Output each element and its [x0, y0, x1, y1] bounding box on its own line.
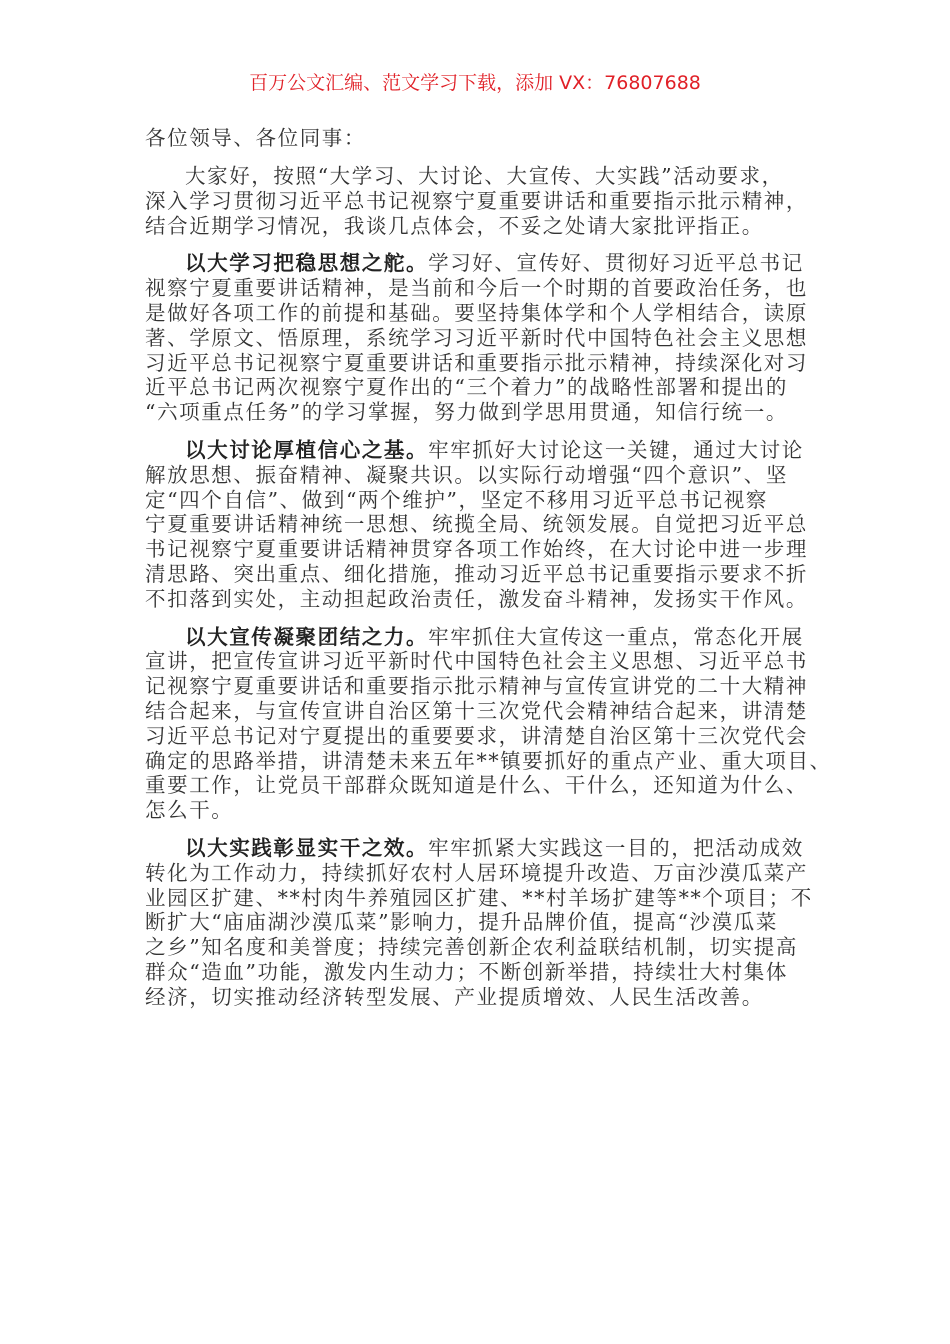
text-line	[145, 438, 815, 463]
line-text: 群众“造血”功能，激发内生动力；不断创新举措，持续壮大村集体	[145, 959, 788, 984]
text-line	[145, 798, 815, 823]
line-text: 习近平总书记对宁夏提出的重要要求，讲清楚自治区第十三次党代会	[145, 723, 808, 748]
line-text: 近平总书记两次视察宁夏作出的“三个着力”的战略性部署和提出的	[145, 375, 788, 400]
line-text: 记视察宁夏重要讲话和重要指示批示精神与宣传宣讲党的二十大精神	[145, 674, 808, 699]
paragraph	[145, 438, 815, 612]
line-text: 结合起来，与宣传宣讲自治区第十三次党代会精神结合起来，讲清楚	[145, 698, 808, 723]
text-line	[145, 724, 815, 749]
text-line	[145, 836, 815, 861]
line-text: 不扣落到实处，主动担起政治责任，激发奋斗精神，发扬实干作风。	[145, 586, 808, 611]
text-line	[145, 375, 815, 400]
text-line	[145, 773, 815, 798]
text-line	[145, 699, 815, 724]
text-line	[145, 351, 815, 376]
text-line	[145, 326, 815, 351]
line-text: “六项重点任务”的学习掌握，努力做到学思用贯通，知信行统一。	[145, 400, 788, 425]
text-line	[145, 400, 815, 425]
line-text: 书记视察宁夏重要讲话精神贯穿各项工作始终，在大讨论中进一步理	[145, 537, 808, 562]
text-line	[145, 960, 815, 985]
watermark-header: 百万公文汇编、范文学习下载，添加 VX：76807688	[249, 72, 701, 94]
paragraph-heading: 以大学习把稳思想之舵。	[185, 251, 429, 276]
line-text: 宣讲，把宣传宣讲习近平新时代中国特色社会主义思想、习近平总书	[145, 649, 808, 674]
paragraph-heading: 以大宣传凝聚团结之力。	[185, 624, 429, 649]
line-text: 学习好、宣传好、贯彻好习近平总书记	[428, 251, 804, 276]
line-text: 清思路、突出重点、细化措施，推动习近平总书记重要指示要求不折	[145, 561, 808, 586]
text-line	[145, 301, 815, 326]
text-line	[145, 512, 815, 537]
line-text: 之乡”知名度和美誉度；持续完善创新企农利益联结机制，切实提高	[145, 935, 798, 960]
text-line	[145, 251, 815, 276]
paragraph-heading: 以大实践彰显实干之效。	[185, 835, 429, 860]
line-text: 重要工作，让党员干部群众既知道是什么、干什么，还知道为什么、	[145, 773, 808, 798]
text-line	[145, 625, 815, 650]
line-text: 怎么干。	[145, 798, 234, 823]
paragraph-heading: 以大讨论厚植信心之基。	[185, 437, 429, 462]
line-text: 是做好各项工作的前提和基础。要坚持集体学和个人学相结合，读原	[145, 300, 808, 325]
line-text: 大家好，按照“大学习、大讨论、大宣传、大实践”活动要求，	[185, 164, 784, 188]
text-line	[145, 649, 815, 674]
line-text: 牢牢抓紧大实践这一目的，把活动成效	[428, 835, 804, 860]
line-text: 确定的思路举措，讲清楚未来五年**镇要抓好的重点产业、重大项目、	[145, 748, 832, 773]
text-line	[145, 562, 815, 587]
text-line	[145, 985, 815, 1010]
line-text: 定“四个自信”、做到“两个维护”，坚定不移用习近平总书记视察	[145, 487, 768, 512]
text-line	[145, 214, 815, 239]
text-line	[145, 910, 815, 935]
text-line	[145, 748, 832, 774]
document-body	[145, 126, 832, 1010]
line-text: 业园区扩建、**村肉牛养殖园区扩建、**村羊场扩建等**个项目；不	[145, 885, 813, 910]
text-line	[145, 276, 815, 301]
text-line	[145, 935, 815, 960]
line-text: 转化为工作动力，持续抓好农村人居环境提升改造、万亩沙漠瓜菜产	[145, 860, 808, 885]
text-line	[145, 861, 815, 886]
line-text: 结合近期学习情况，我谈几点体会，不妥之处请大家批评指正。	[145, 213, 764, 238]
line-text: 深入学习贯彻习近平总书记视察宁夏重要讲话和重要指示批示精神，	[145, 188, 808, 213]
text-line	[145, 463, 815, 488]
paragraph	[145, 836, 815, 1010]
text-line	[145, 164, 815, 189]
line-text: 断扩大“庙庙湖沙漠瓜菜”影响力，提升品牌价值，提高“沙漠瓜菜	[145, 910, 778, 935]
text-line	[145, 189, 815, 214]
line-text: 牢牢抓好大讨论这一关键，通过大讨论	[428, 437, 804, 462]
line-text: 习近平总书记视察宁夏重要讲话和重要指示批示精神，持续深化对习	[145, 350, 808, 375]
line-text: 著、学原文、悟原理，系统学习习近平新时代中国特色社会主义思想	[145, 325, 808, 350]
line-text: 经济，切实推动经济转型发展、产业提质增效、人民生活改善。	[145, 984, 764, 1009]
text-line	[145, 886, 815, 911]
text-line	[145, 587, 815, 612]
paragraph	[145, 251, 815, 425]
salutation: 各位领导、各位同事：	[145, 126, 366, 150]
line-text: 视察宁夏重要讲话精神，是当前和今后一个时期的首要政治任务，也	[145, 276, 808, 301]
line-text: 宁夏重要讲话精神统一思想、统揽全局、统领发展。自觉把习近平总	[145, 512, 808, 537]
paragraph	[145, 624, 832, 823]
text-line	[145, 674, 815, 699]
paragraph	[145, 164, 815, 238]
text-line	[145, 488, 815, 513]
line-text: 牢牢抓住大宣传这一重点，常态化开展	[428, 624, 804, 649]
text-line	[145, 537, 815, 562]
line-text: 解放思想、振奋精神、凝聚共识。以实际行动增强“四个意识”、坚	[145, 462, 788, 487]
